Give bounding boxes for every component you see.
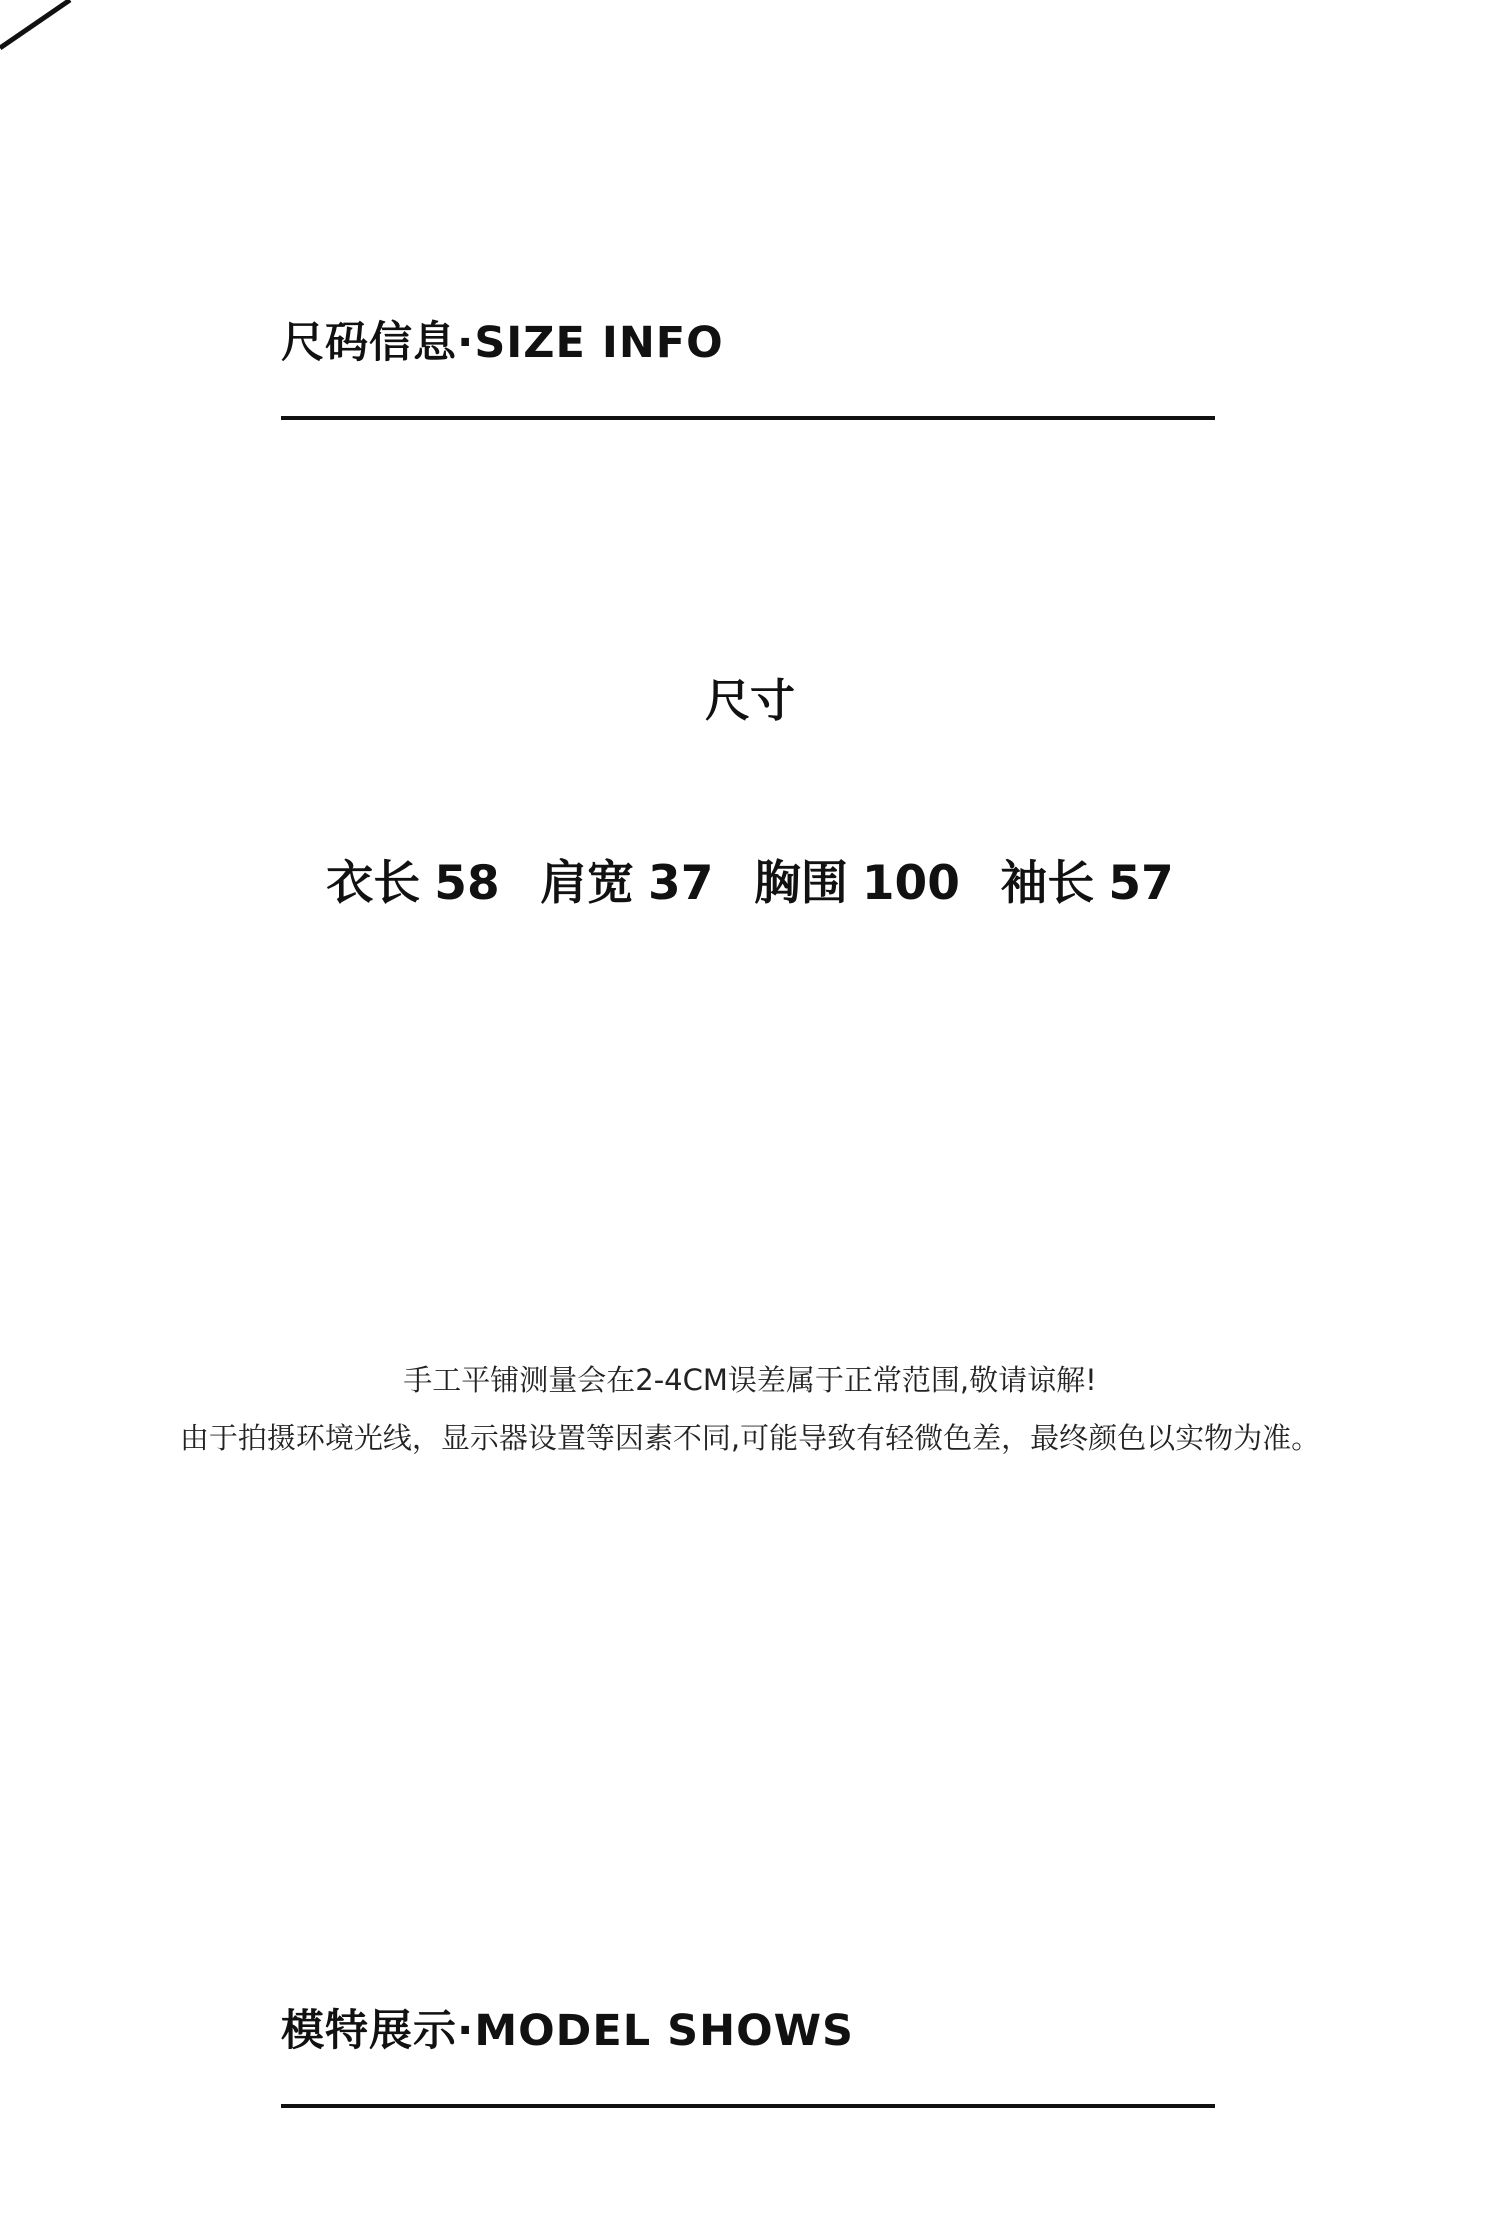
measurement-chest: [753, 856, 960, 911]
color-difference-note: 由于拍摄环境光线，显示器设置等因素不同,可能导致有轻微色差，最终颜色以实物为准。: [179, 1421, 1321, 1455]
measurement-value: 58: [434, 856, 500, 911]
measurement-value: 37: [648, 856, 714, 911]
measurement-value: 57: [1108, 856, 1174, 911]
measurement-label: 衣长: [326, 856, 421, 911]
measurement-label: 胸围: [753, 856, 848, 911]
measurement-label: 肩宽: [540, 856, 635, 911]
model-shows-divider: [281, 2104, 1215, 2108]
measurements-row: [0, 856, 1500, 911]
size-info-title: 尺码信息·SIZE INFO: [281, 318, 724, 368]
measurement-tolerance-note: 手工平铺测量会在2-4CM误差属于正常范围,敬请谅解!: [403, 1363, 1097, 1397]
model-shows-header: [281, 2006, 1215, 2056]
size-info-header: [281, 318, 1215, 368]
size-info-divider: [281, 416, 1215, 420]
measurement-shoulder: [540, 856, 714, 911]
size-heading: 尺寸: [704, 674, 795, 727]
decorative-corner-line: [0, 0, 80, 60]
measurement-label: 袖长: [1000, 856, 1095, 911]
measurement-length: [326, 856, 500, 911]
measurement-sleeve: [1000, 856, 1174, 911]
measurement-value: 100: [861, 856, 960, 911]
model-shows-title: 模特展示·MODEL SHOWS: [281, 2006, 855, 2056]
